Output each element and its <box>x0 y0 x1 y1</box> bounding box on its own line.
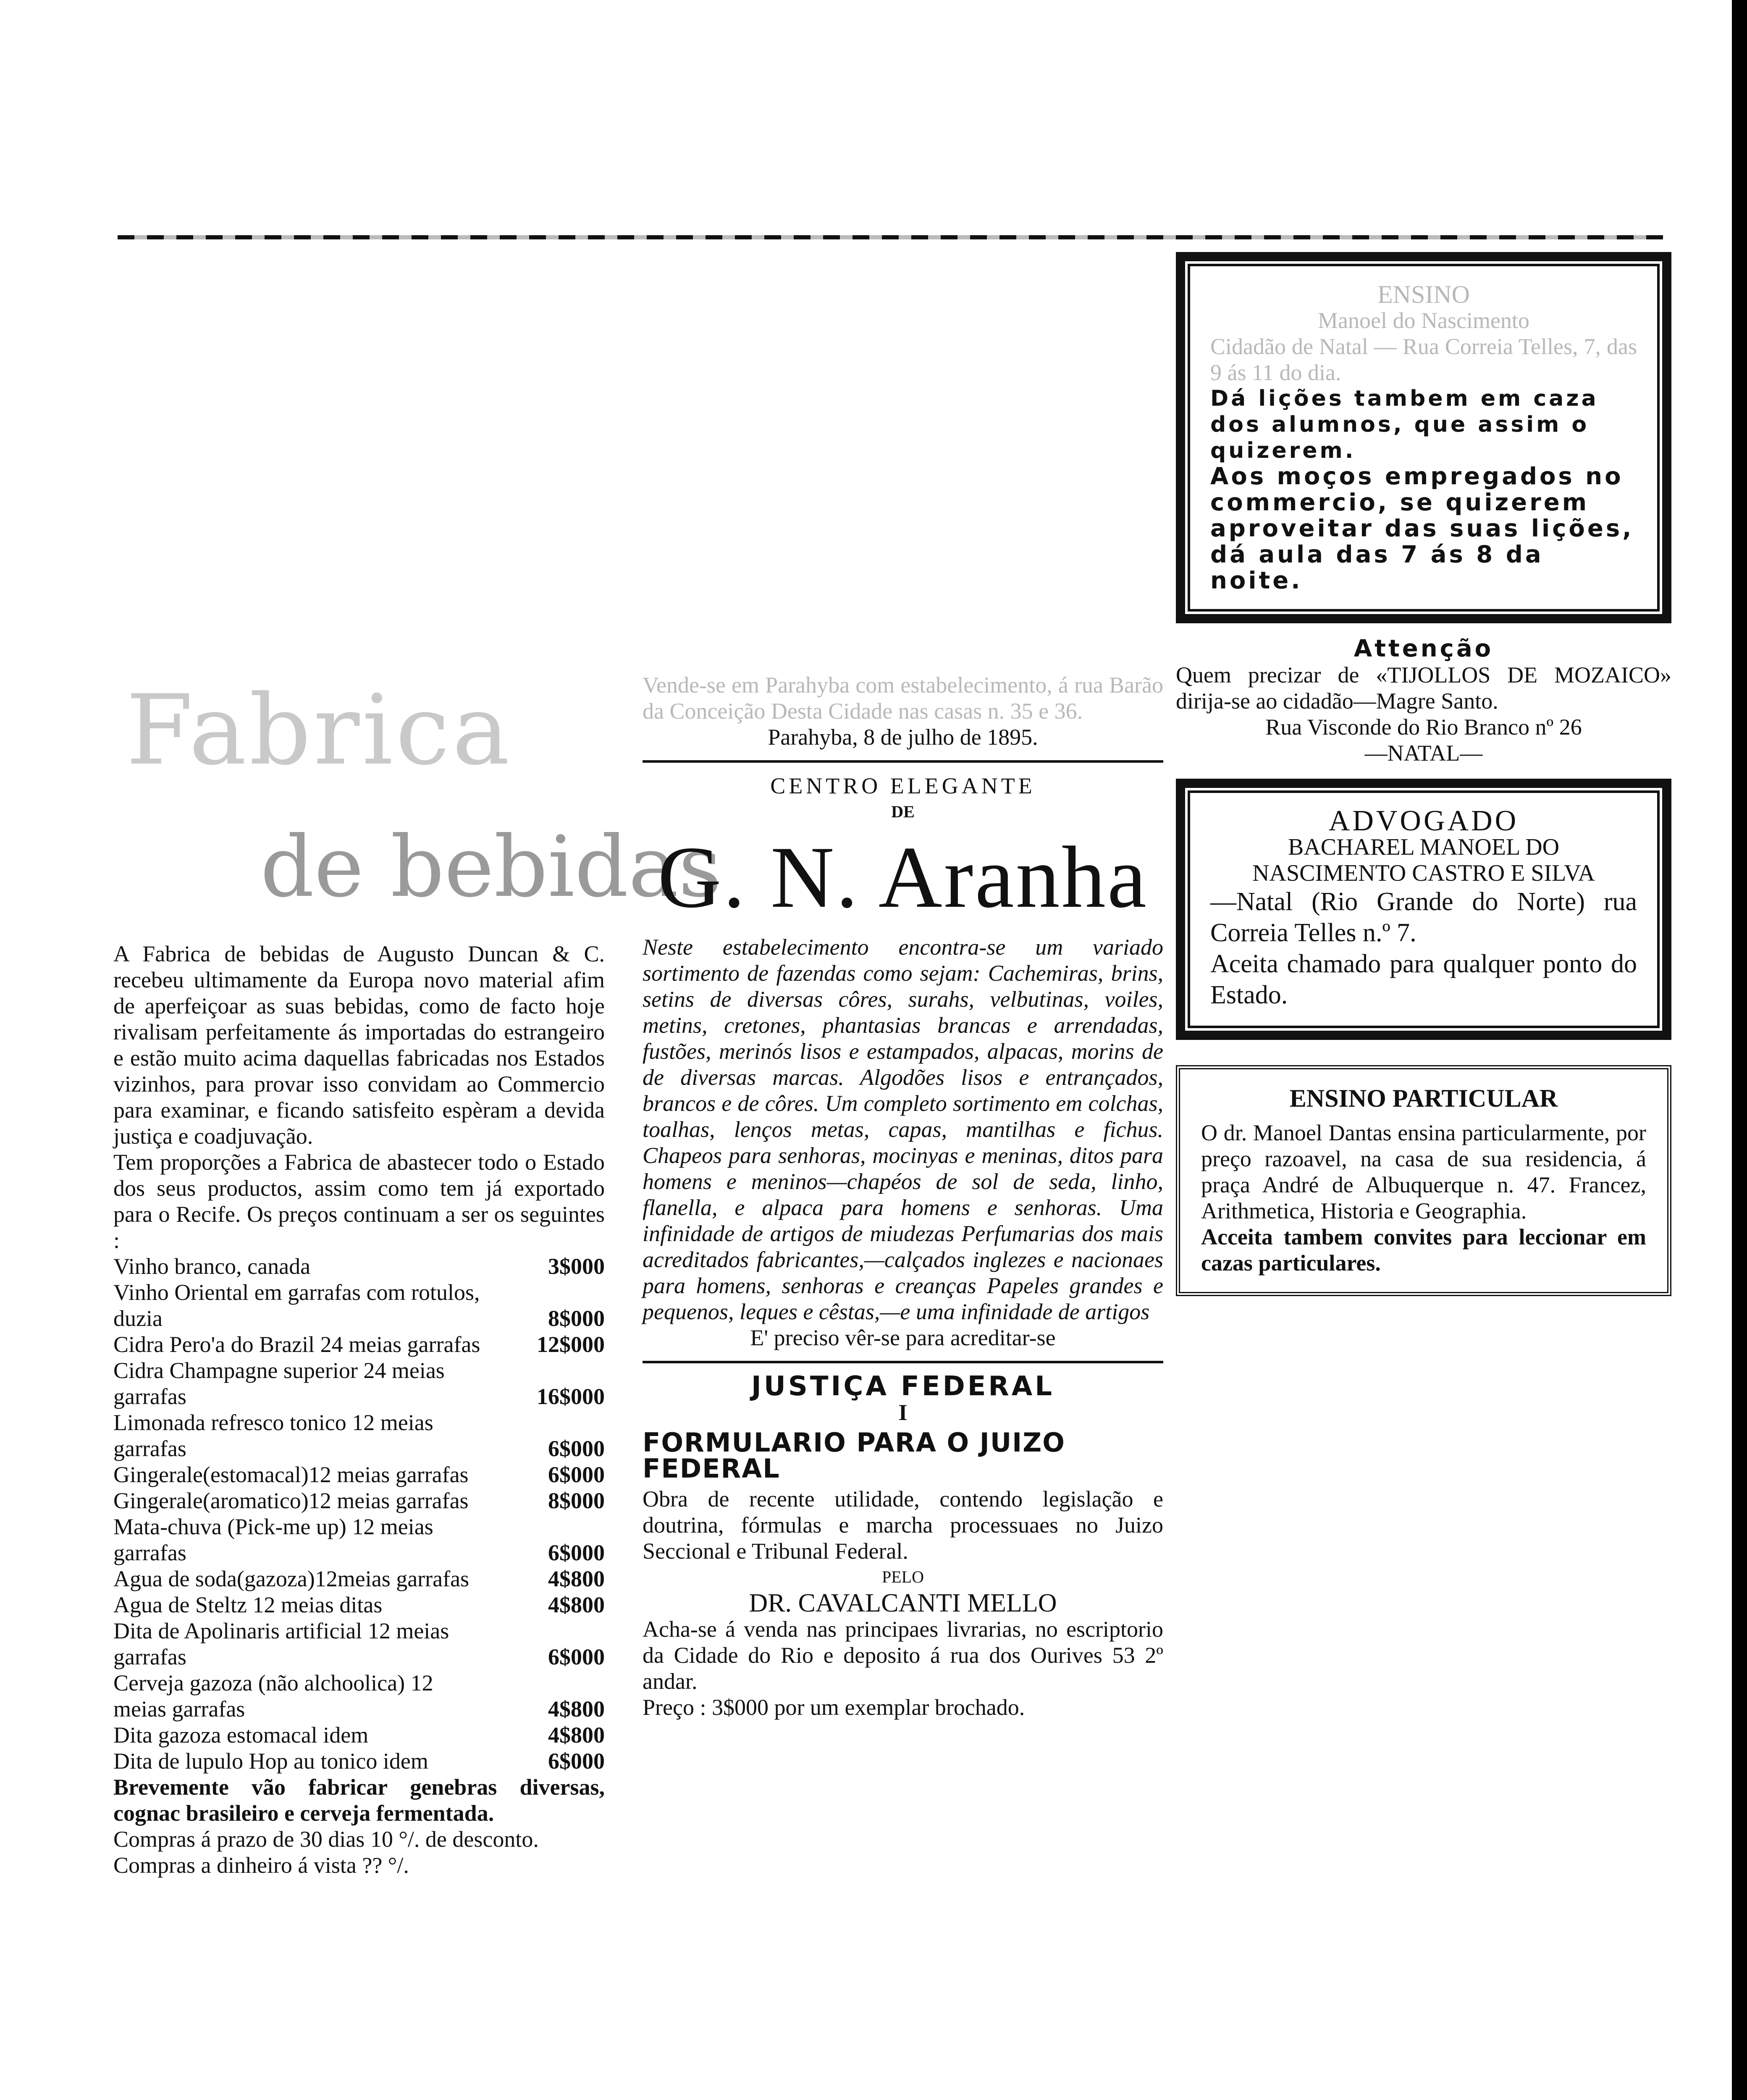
price-item: Mata-chuva (Pick-me up) 12 meias garrafas 6$000 <box>113 1514 605 1565</box>
box-text: Cidadão de Natal — Rua Correia Telles, 7, das 9 ás 11 do dia. <box>1210 334 1637 385</box>
ad-terms: Compras á prazo de 30 dias 10 °/. de desconto. <box>113 1827 539 1852</box>
ad-intro: A Fabrica de bebidas de Augusto Duncan & C. recebeu ultimamente da Europa novo material afim de aperfeiçoar as suas bebidas, como de facto hoje rivalisam perfeitamente ás importadas do estrangeiro e estão muito acima daquellas fabricadas nos Estados vizinhos, para provar isso convidam ao Commercio para examinar, e ficando satisfeito espèram a devida justiça e coadjuvação. <box>113 941 605 1149</box>
lawyer-name: BACHAREL MANOEL DO NASCIMENTO CASTRO E SILVA <box>1252 834 1595 886</box>
ad-paragraph: Tem proporções a Fabrica de abastecer todo o Estado dos seus productos, assim como tem já exportado para o Recife. Os preços continuam a ser os seguintes : <box>113 1150 605 1253</box>
right-column <box>1176 252 1671 1296</box>
justice-sub: I <box>898 1400 908 1425</box>
attn-text: Quem precizar de «TIJOLLOS DE MOZAICO» dirija-se ao cidadão—Magre Santo. <box>1176 662 1671 714</box>
ad-title: de bebidas <box>260 818 722 916</box>
school-box <box>1176 1065 1671 1296</box>
box-text-evening: Aos moços empregados no commercio, se quizerem aproveitar das suas lições, dá aula das 7 ás 8 da noite. <box>1210 463 1634 594</box>
lawyer-text: Aceita chamado para qualquer ponto do Estado. <box>1210 950 1637 1009</box>
form-title: FORMULARIO PARA O JUIZO FEDERAL <box>643 1427 1065 1484</box>
price-item: Cidra Champagne superior 24 meias garrafas 16$000 <box>113 1358 605 1409</box>
attn-heading: Attenção <box>1354 635 1494 662</box>
price-item: Gingerale(aromatico)12 meias garrafas 8$000 <box>113 1488 605 1513</box>
price-item: Agua de Steltz 12 meias ditas 4$800 <box>113 1592 605 1617</box>
divider <box>643 760 1163 763</box>
school-text: O dr. Manoel Dantas ensina particularmente, por preço razoavel, na casa de sua residencia, á praça André de Albuquerque n. 47. Francez, Arithmetica, Historia e Geographia. <box>1201 1120 1646 1223</box>
faded-notice: Vende-se em Parahyba com estabelecimento, á rua Barão da Conceição Desta Cidade nas casas n. 35 e 36. <box>643 672 1163 724</box>
box-text-home: Dá lições tambem em caza dos alumnos, que assim o quizerem. <box>1210 386 1599 463</box>
shop-text: Neste estabelecimento encontra-se um variado sortimento de fazendas como sejam: Cachemiras, brins, setins de diversas côres, surahs, velbutinas, voiles, metins, cretones, phantasias brancas e arrendadas, fustões, merinós lisos e estampados, alpacas, morins de de diversas marcas. Algodões lisos e entrançados, brancos e de côres. Um completo sortimento em colchas, toalhas, lenços metas, capas, mantilhas e fichus. Chapeos para senhoras, mocinyas e meninas, ditos para homens e meninos—chapéos de sol de seda, linho, flanella, e alpaca para homens e senhoras. Uma infinidade de artigos de miudezas Perfumarias dos mais acreditados fabricantes,—calçados inglezes e nacionaes para homens, senhoras e creanças Papeles grandes e pequenos, leques e cêstas,—e uma infinidade de artigos <box>643 934 1163 1324</box>
lawyer-heading: ADVOGADO <box>1328 805 1519 837</box>
price-item: Dita gazoza estomacal idem 4$800 <box>113 1722 605 1748</box>
form-author: DR. CAVALCANTI MELLO <box>749 1589 1057 1617</box>
ad-outro: Brevemente vão fabricar genebras diversas, cognac brasileiro e cerveja fermentada. <box>113 1774 605 1826</box>
price-item: Cerveja gazoza (não alchoolica) 12 meias garrafas 4$800 <box>113 1670 605 1722</box>
teaching-ad-box <box>1176 252 1671 623</box>
school-text-2: Acceita tambem convites para leccionar em cazas particulares. <box>1201 1224 1646 1276</box>
form-price: Preço : 3$000 por um exemplar brochado. <box>643 1695 1025 1720</box>
price-item: Vinho branco, canada 3$000 <box>113 1254 605 1279</box>
price-item: Limonada refresco tonico 12 meias garrafas 6$000 <box>113 1410 605 1461</box>
lawyer-address: —Natal (Rio Grande do Norte) rua Correia Telles n.º 7. <box>1210 887 1637 947</box>
middle-column <box>643 672 1163 1720</box>
price-item: Gingerale(estomacal)12 meias garrafas 6$000 <box>113 1462 605 1487</box>
shop-de: DE <box>891 802 915 821</box>
shop-closing: E' preciso vêr-se para acreditar-se <box>750 1325 1056 1350</box>
shop-name: G. N. Aranha <box>658 829 1148 926</box>
form-text: Obra de recente utilidade, contendo legislação e doutrina, fórmulas e marcha processuaes no Juizo Seccional e Tribunal Federal. <box>643 1486 1163 1564</box>
shop-heading: CENTRO ELEGANTE <box>770 773 1036 798</box>
box-title: ENSINO <box>1377 281 1470 308</box>
attn-address: Rua Visconde do Rio Branco nº 26 <box>1265 714 1582 740</box>
attn-city: —NATAL— <box>1364 740 1483 766</box>
box-teacher: Manoel do Nascimento <box>1318 308 1529 333</box>
school-heading: ENSINO PARTICULAR <box>1289 1084 1558 1112</box>
divider <box>643 1361 1163 1363</box>
price-item: Dita de lupulo Hop au tonico idem 6$000 <box>113 1748 605 1774</box>
price-item: Agua de soda(gazoza)12meias garrafas 4$800 <box>113 1566 605 1591</box>
dateline: Parahyba, 8 de julho de 1895. <box>768 724 1038 750</box>
beverage-ad <box>113 630 605 1878</box>
justice-heading: JUSTIÇA FEDERAL <box>751 1371 1054 1402</box>
price-item: Dita de Apolinaris artificial 12 meias garrafas 6$000 <box>113 1618 605 1670</box>
price-list <box>113 1253 605 1774</box>
header-rule <box>118 235 1663 239</box>
form-pelo: PELO <box>882 1567 924 1586</box>
faded-heading: Fabrica <box>126 675 512 787</box>
scan-edge <box>1732 0 1747 2100</box>
price-item: Vinho Oriental em garrafas com rotulos, duzia 8$000 <box>113 1280 605 1331</box>
lawyer-box <box>1176 779 1671 1040</box>
price-item: Cidra Pero'a do Brazil 24 meias garrafas 12$000 <box>113 1332 605 1357</box>
ad-terms-cash: Compras a dinheiro á vista ?? °/. <box>113 1853 409 1878</box>
form-sale: Acha-se á venda nas principaes livrarias, no escriptorio da Cidade do Rio e deposito á rua dos Ourives 53 2º andar. <box>643 1617 1163 1694</box>
